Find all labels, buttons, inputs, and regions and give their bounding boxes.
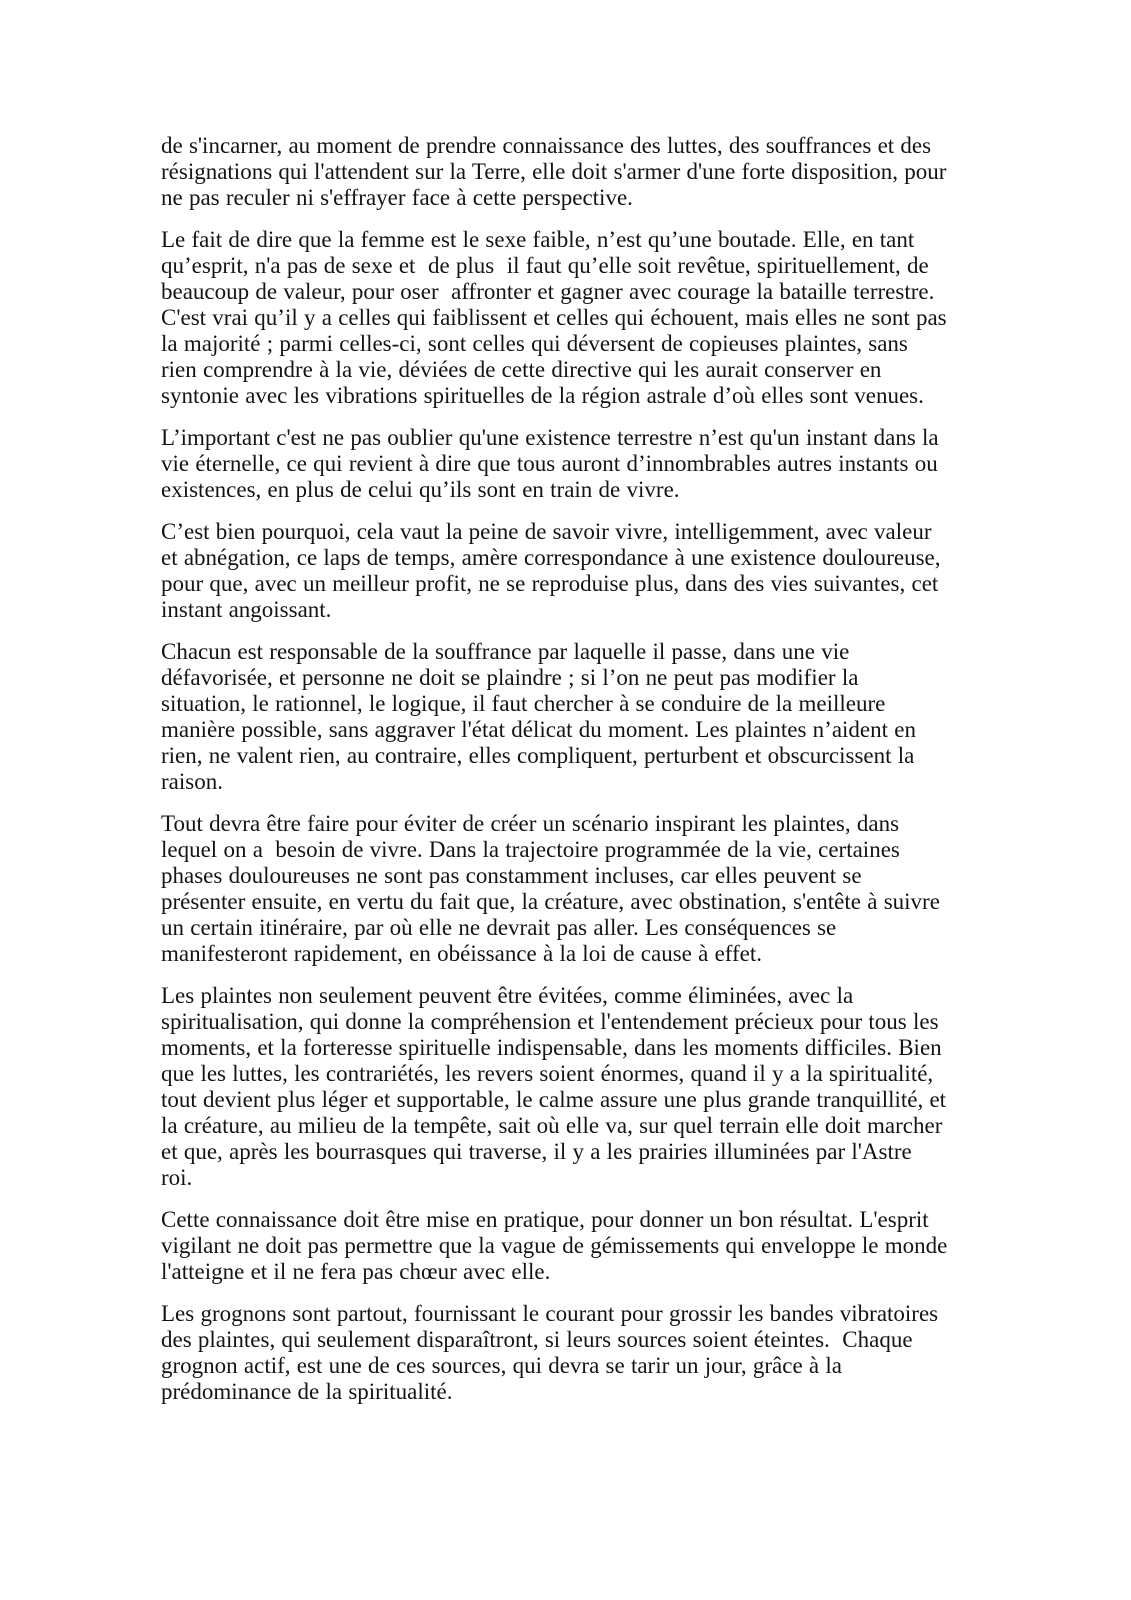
text-block (161, 133, 954, 1421)
paragraph-4: C’est bien pourquoi, cela vaut la peine de savoir vivre, intelligemment, avec valeur et abnégation, ce laps de temps, amère correspondance à une existence douloureuse, pour que, avec un meilleur profit, ne se reproduise plus, dans des vies suivantes, cet instant angoissant. (161, 519, 947, 622)
paragraph-1: de s'incarner, au moment de prendre connaissance des luttes, des souffrances et des résignations qui l'attendent sur la Terre, elle doit s'armer d'une forte disposition, pour ne pas reculer ni s'effrayer face à cette perspective. (161, 133, 953, 210)
paragraph-6: Tout devra être faire pour éviter de créer un scénario inspirant les plaintes, dans lequel on a besoin de vivre. Dans la trajectoire programmée de la vie, certaines phases douloureuses ne sont pas constamment incluses, car elles peuvent se présenter ensuite, en vertu du fait que, la créature, avec obstination, s'entête à suivre un certain itinéraire, par où elle ne devrait pas aller. Les conséquences se manifesteront rapidement, en obéissance à la loi de cause à effet. (161, 811, 947, 966)
paragraph-8: Cette connaissance doit être mise en pratique, pour donner un bon résultat. L'esprit vigilant ne doit pas permettre que la vague de gémissements qui enveloppe le monde l'atteigne et il ne fera pas chœur avec elle. (161, 1207, 954, 1284)
paragraph-3: L’important c'est ne pas oublier qu'une existence terrestre n’est qu'un instant dans la vie éternelle, ce qui revient à dire que tous auront d’innombrables autres instants ou existences, en plus de celui qu’ils sont en train de vivre. (161, 425, 945, 502)
paragraph-5: Chacun est responsable de la souffrance par laquelle il passe, dans une vie défavorisée, et personne ne doit se plaindre ; si l’on ne peut pas modifier la situation, le rationnel, le logique, il faut chercher à se conduire de la meilleure manière possible, sans aggraver l'état délicat du moment. Les plaintes n’aident en rien, ne valent rien, au contraire, elles compliquent, perturbent et obscurcissent la raison. (161, 639, 923, 794)
paragraph-9: Les grognons sont partout, fournissant le courant pour grossir les bandes vibratoires des plaintes, qui seulement disparaîtront, si leurs sources soient éteintes. Chaque grognon actif, est une de ces sources, qui devra se tarir un jour, grâce à la prédominance de la spiritualité. (161, 1301, 945, 1404)
paragraph-7: Les plaintes non seulement peuvent être évitées, comme éliminées, avec la spiritualisation, qui donne la compréhension et l'entendement précieux pour tous les moments, et la forteresse spirituelle indispensable, dans les moments difficiles. Bien que les luttes, les contrariétés, les revers soient énormes, quand il y a la spiritualité, tout devient plus léger et supportable, le calme assure une plus grande tranquillité, et la créature, au milieu de la tempête, sait où elle va, sur quel terrain elle doit marcher et que, après les bourrasques qui traverse, il y a les prairies illuminées par l'Astre roi. (161, 983, 953, 1190)
paragraph-2: Le fait de dire que la femme est le sexe faible, n’est qu’une boutade. Elle, en tant qu’esprit, n'a pas de sexe et de plus il faut qu’elle soit revêtue, spirituellement, de beaucoup de valeur, pour oser affronter et gagner avec courage la bataille terrestre. C'est vrai qu’il y a celles qui faiblissent et celles qui échouent, mais elles ne sont pas la majorité ; parmi celles-ci, sont celles qui déversent de copieuses plaintes, sans rien comprendre à la vie, déviées de cette directive qui les aurait conserver en syntonie avec les vibrations spirituelles de la région astrale d’où elles sont venues. (161, 227, 953, 408)
